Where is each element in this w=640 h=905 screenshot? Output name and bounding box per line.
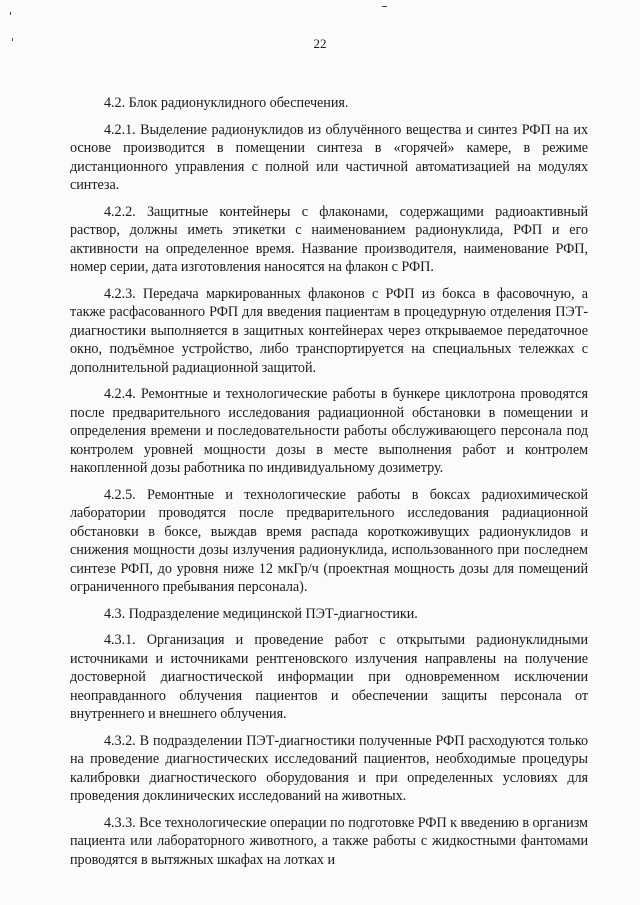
paragraph-4-2-5: 4.2.5. Ремонтные и технологические работы в боксах радиохимической лаборатории проводятся после предварительного исследования радиационной обстановки в боксе, выждав время распада короткоживущих радионуклидов и снижения мощности дозы излучения радионуклида, использованного при последнем синтезе РФП, до уровня ниже 12 мкГр/ч (проектная мощность дозы для помещений ограниченного пребывания персонала). [70, 486, 588, 595]
section-heading-4-3: 4.3. Подразделение медицинской ПЭТ-диагностики. [104, 605, 418, 622]
paragraph-4-3-2: 4.3.2. В подразделении ПЭТ-диагностики полученные РФП расходуются только на проведение диагностических исследований пациентов, необходимые процедуры калибровки диагностического оборудования и при определенных условиях для проведения доклинических исследований на животных. [70, 732, 588, 804]
paragraph-4-2-2: 4.2.2. Защитные контейнеры с флаконами, содержащими радиоактивный раствор, должны иметь этикетки с наименованием радионуклида, РФП и его активности на определенное время. Название производителя, наименование РФП, номер серии, дата изготовления наносятся на флакон с РФП. [70, 203, 588, 275]
page-number: 22 [313, 36, 327, 51]
paragraph-4-2-4: 4.2.4. Ремонтные и технологические работы в бункере циклотрона проводятся после предварительного исследования радиационной обстановки в помещении и определения времени и последовательности работы обслуживающего персонала под контролем уровней мощности дозы в месте выполнения работ и контролем накопленной дозы работника по индивидуальному дозиметру. [70, 386, 588, 476]
scan-mark [10, 12, 11, 15]
paragraph-4-3-1: 4.3.1. Организация и проведение работ с открытыми радионуклидными источниками и источниками рентгеновского излучения направлены на получение достоверной диагностической информации при одновременном исключении неоправданного облучения пациентов и обеспечении защиты персонала от внутреннего и внешнего облучения. [70, 632, 588, 722]
paragraph-4-3-3: 4.3.3. Все технологические операции по подготовке РФП к введению в организм пациента или лабораторного животного, а также работы с жидкостными фантомами проводятся в вытяжных шкафах на лотках и [70, 814, 588, 868]
document-body [70, 94, 588, 877]
paragraph-4-2-1: 4.2.1. Выделение радионуклидов из облучённого вещества и синтез РФП на их основе производится в помещении синтеза в «горячей» камере, в режиме дистанционного управления с полной или частичной автоматизацией на модулях синтеза. [70, 121, 588, 193]
paragraph-4-2-3: 4.2.3. Передача маркированных флаконов с РФП из бокса в фасовочную, а также расфасованного РФП для введения пациентам в процедурную отделения ПЭТ-диагностики выполняется в защитных контейнерах через открываемое передаточное окно, подъёмное устройство, либо транспортируется на специальных тележках с дополнительной радиационной защитой. [70, 285, 588, 376]
scan-mark [382, 6, 387, 7]
section-heading-4-2: 4.2. Блок радионуклидного обеспечения. [104, 95, 349, 111]
